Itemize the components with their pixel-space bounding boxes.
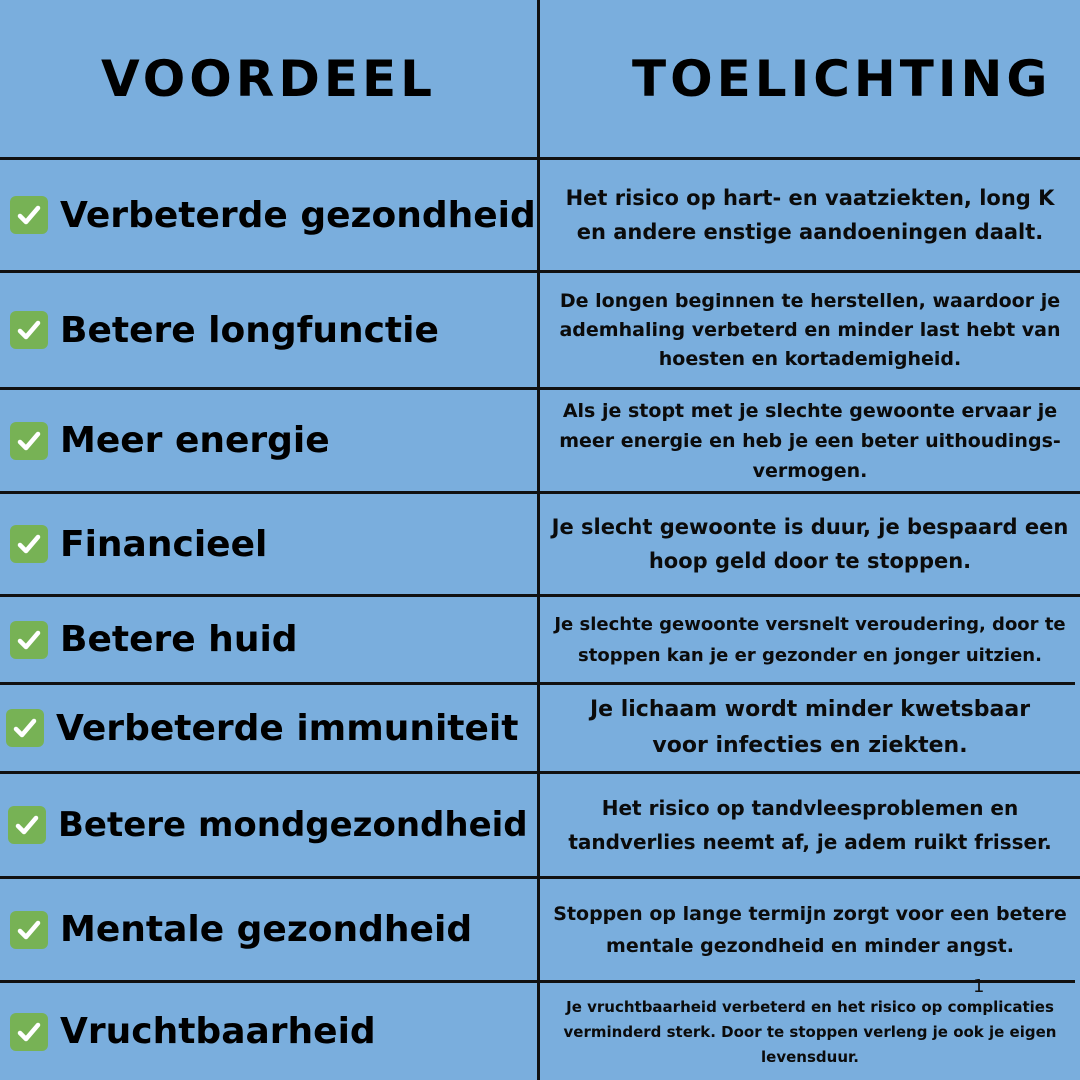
explanation-text: Stoppen op lange termijn zorgt voor een betere mentale gezondheid en minder angst. [553,902,1067,957]
header-voordeel: VOORDEEL [100,50,436,108]
benefit-row-8 [10,879,537,980]
check-mark-icon [10,196,48,234]
benefit-label: Mentale gezondheid [60,909,473,950]
explanation-text: Je lichaam wordt minder kwetsbaar voor infecties en ziekten. [589,697,1031,758]
benefit-label: Verbeterde immuniteit [56,707,519,749]
benefit-row-6 [6,685,533,771]
benefit-label: Betere mondgezondheid [58,805,528,845]
explanation-cell-3 [540,390,1080,491]
explanation-cell-4 [540,494,1080,594]
explanation-text: Als je stopt met je slechte gewoonte ervaar je meer energie en heb je een beter uithoudings- vermogen. [559,399,1061,482]
stray-mark: 1 [973,976,985,997]
check-mark-icon [10,525,48,563]
check-mark-icon [10,311,48,349]
benefit-row-7 [8,774,535,876]
explanation-text: Het risico op tandvleesproblemen en tandverlies neemt af, je adem ruikt frisser. [568,796,1052,854]
benefit-row-9 [10,983,537,1080]
benefit-row-3 [10,390,537,491]
benefit-label: Vruchtbaarheid [60,1011,376,1052]
benefit-label: Financieel [60,523,268,565]
check-mark-icon [10,621,48,659]
explanation-text: Je slechte gewoonte versnelt veroudering, door te stoppen kan je er gezonder en jonger uitzien. [554,613,1066,666]
benefit-label: Betere longfunctie [60,309,439,351]
check-mark-icon [6,709,44,747]
benefit-label: Meer energie [60,420,330,461]
explanation-cell-6 [540,685,1080,771]
explanation-cell-1 [540,160,1080,270]
explanation-text: De longen beginnen te herstellen, waardoor je ademhaling verbeterd en minder last hebt van hoesten en kortademigheid. [559,289,1061,370]
benefit-row-5 [10,597,537,682]
explanation-text: Het risico op hart- en vaatziekten, long K en andere enstige aandoeningen daalt. [565,186,1055,244]
benefit-label: Verbeterde gezondheid [60,194,536,236]
benefit-row-2 [10,273,537,387]
check-mark-icon [10,422,48,460]
benefit-label: Betere huid [60,619,298,660]
benefit-row-1 [10,160,537,270]
explanation-text: Je vruchtbaarheid verbeterd en het risico op complicaties verminderd sterk. Door te stoppen verleng je ook je eigen levensduur. [563,998,1057,1066]
check-mark-icon [8,806,46,844]
header-toelichting: TOELICHTING [632,50,1052,108]
explanation-cell-7 [540,774,1080,876]
benefit-row-4 [10,494,537,594]
explanation-cell-8 [540,879,1080,980]
explanation-cell-2 [540,273,1080,387]
explanation-cell-5 [540,597,1080,682]
check-mark-icon [10,911,48,949]
explanation-cell-9 [540,990,1080,1075]
explanation-text: Je slecht gewoonte is duur, je bespaard een hoop geld door te stoppen. [551,515,1069,573]
check-mark-icon [10,1013,48,1051]
